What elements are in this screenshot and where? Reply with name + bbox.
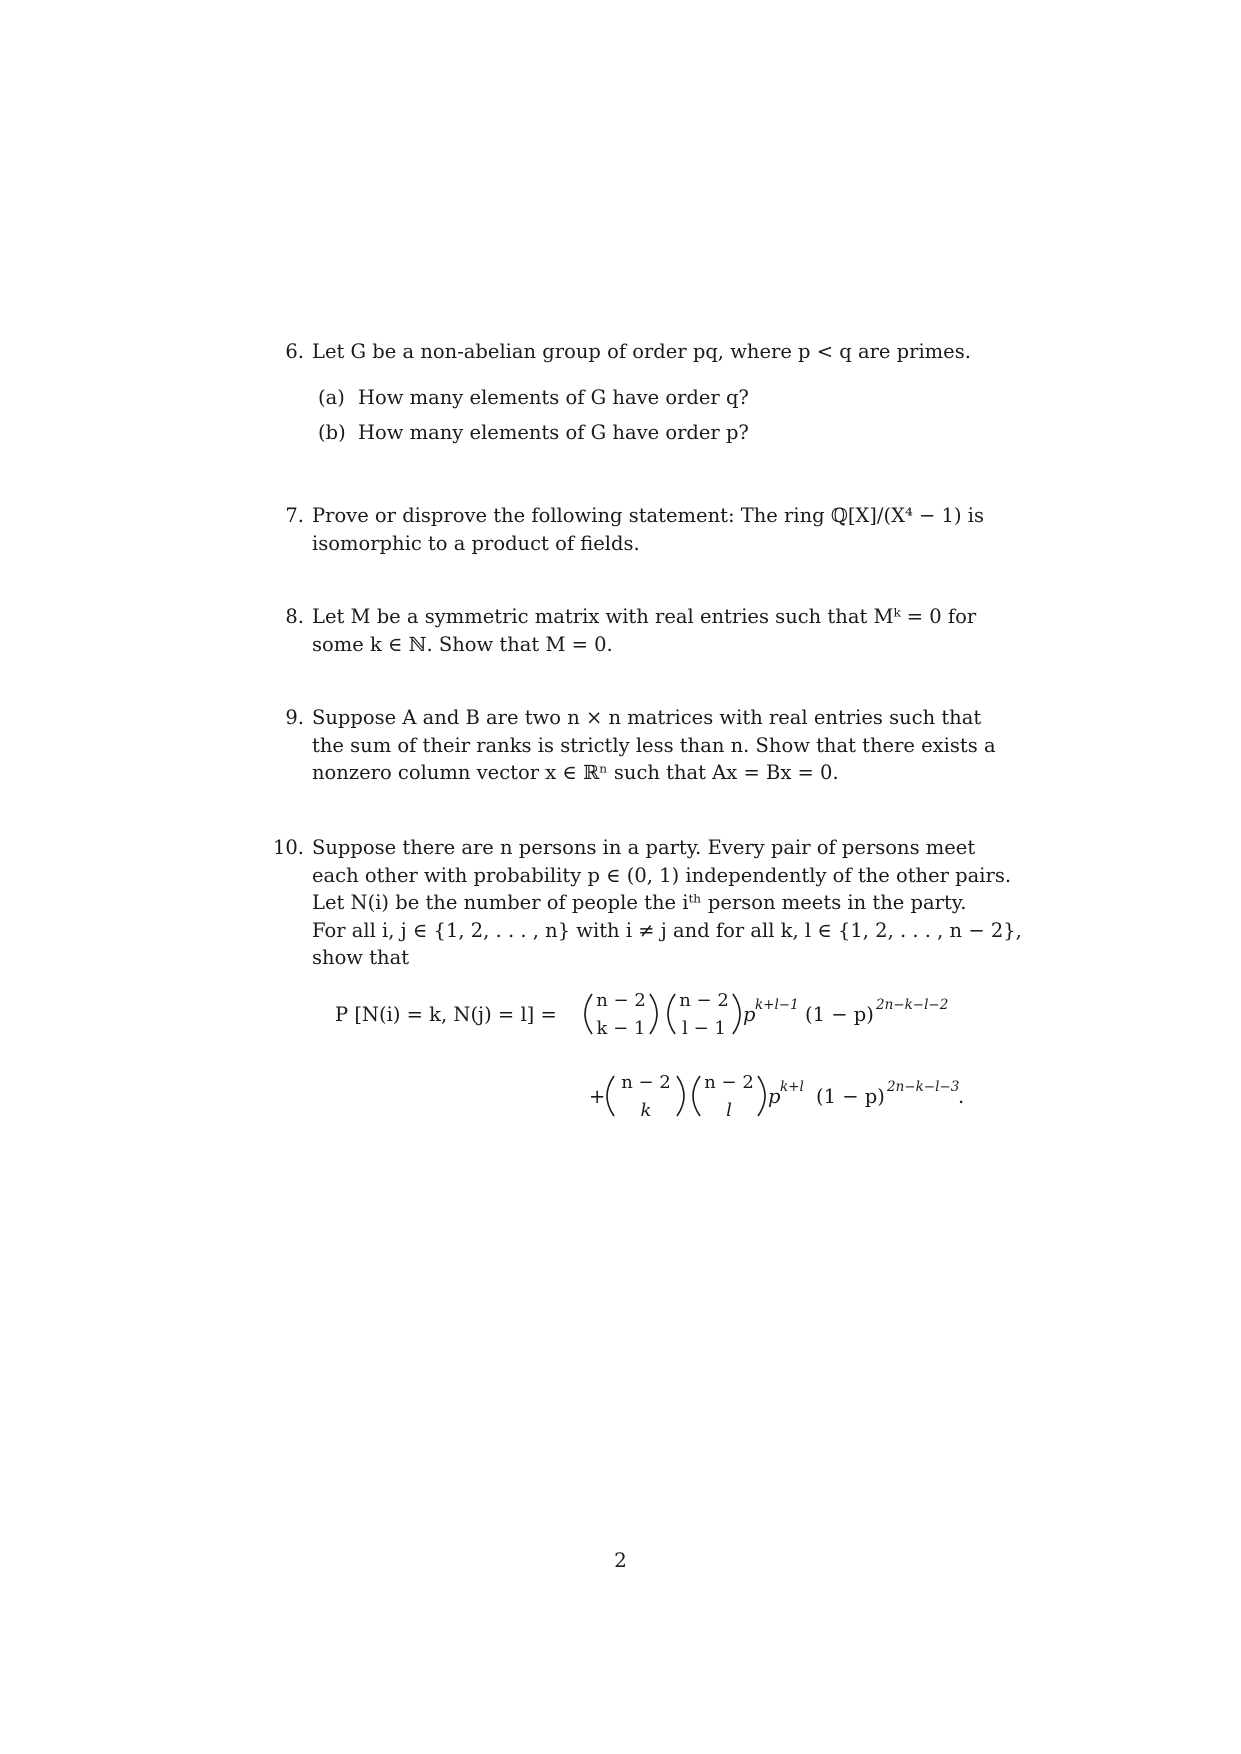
left-paren bbox=[585, 994, 592, 1034]
problem-text-line: isomorphic to a product of fields. bbox=[312, 531, 640, 555]
formula-p: p bbox=[768, 1085, 781, 1108]
problem-number: 9. bbox=[285, 706, 304, 729]
formula-exponent: 2n−k−l−2 bbox=[876, 997, 949, 1013]
part-label: (a) bbox=[318, 386, 345, 409]
problem-text-line: each other with probability p ∈ (0, 1) independently of the other pairs. bbox=[312, 863, 1012, 887]
problem-text-line: Suppose A and B are two n × n matrices with real entries such that bbox=[312, 706, 982, 729]
part-label: (b) bbox=[318, 421, 346, 444]
binom-top: n − 2 bbox=[621, 1072, 671, 1093]
part-text: How many elements of G have order q? bbox=[358, 386, 749, 409]
formula-exponent: 2n−k−l−3 bbox=[887, 1079, 960, 1095]
left-paren bbox=[693, 1076, 700, 1116]
formula-exponent: k+l−1 bbox=[755, 997, 799, 1013]
right-paren bbox=[733, 994, 740, 1034]
problem-text-line: For all i, j ∈ {1, 2, . . . , n} with i ≠ j and for all k, l ∈ {1, 2, . . . , n − 2}, bbox=[312, 918, 1022, 942]
binom-bottom: k bbox=[640, 1100, 652, 1121]
problem-text-line: nonzero column vector x ∈ ℝⁿ such that Ax = Bx = 0. bbox=[312, 761, 839, 784]
right-paren bbox=[650, 994, 657, 1034]
problem-text-line: Let G be a non-abelian group of order pq, where p < q are primes. bbox=[312, 340, 971, 363]
binom-top: n − 2 bbox=[704, 1072, 754, 1093]
problem-text-line: Let M be a symmetric matrix with real entries such that Mᵏ = 0 for bbox=[312, 605, 977, 628]
problem-text-line: Suppose there are n persons in a party. Every pair of persons meet bbox=[312, 836, 976, 859]
left-paren bbox=[668, 994, 675, 1034]
formula-exponent: k+l bbox=[780, 1079, 804, 1095]
formula-factor: (1 − p) bbox=[805, 1003, 874, 1026]
right-paren bbox=[758, 1076, 765, 1116]
binom-bottom: k − 1 bbox=[596, 1018, 646, 1039]
page-number: 2 bbox=[614, 1548, 627, 1572]
formula-plus: + bbox=[589, 1085, 606, 1108]
problem-text-line: Prove or disprove the following statement: The ring ℚ[X]/(X⁴ − 1) is bbox=[312, 504, 984, 527]
formula-period: . bbox=[958, 1085, 965, 1108]
left-paren bbox=[607, 1076, 614, 1116]
problem-number: 8. bbox=[285, 605, 304, 628]
binom-bottom: l bbox=[726, 1100, 732, 1121]
problem-text-line: some k ∈ ℕ. Show that M = 0. bbox=[312, 632, 613, 656]
problem-number: 7. bbox=[285, 504, 304, 527]
right-paren bbox=[677, 1076, 684, 1116]
formula-p: p bbox=[743, 1003, 756, 1026]
binom-bottom: l − 1 bbox=[682, 1018, 726, 1039]
problem-number: 10. bbox=[272, 836, 304, 859]
problem-text-line: show that bbox=[312, 946, 410, 969]
binom-top: n − 2 bbox=[679, 990, 729, 1011]
binom-top: n − 2 bbox=[596, 990, 646, 1011]
part-text: How many elements of G have order p? bbox=[358, 421, 749, 444]
formula-factor: (1 − p) bbox=[816, 1085, 885, 1108]
formula-lhs: P [N(i) = k, N(j) = l] = bbox=[335, 1003, 557, 1026]
problem-text-line: Let N(i) be the number of people the iᵗʰ person meets in the party. bbox=[312, 891, 967, 914]
problem-number: 6. bbox=[285, 340, 304, 363]
problem-text-line: the sum of their ranks is strictly less than n. Show that there exists a bbox=[312, 733, 996, 757]
